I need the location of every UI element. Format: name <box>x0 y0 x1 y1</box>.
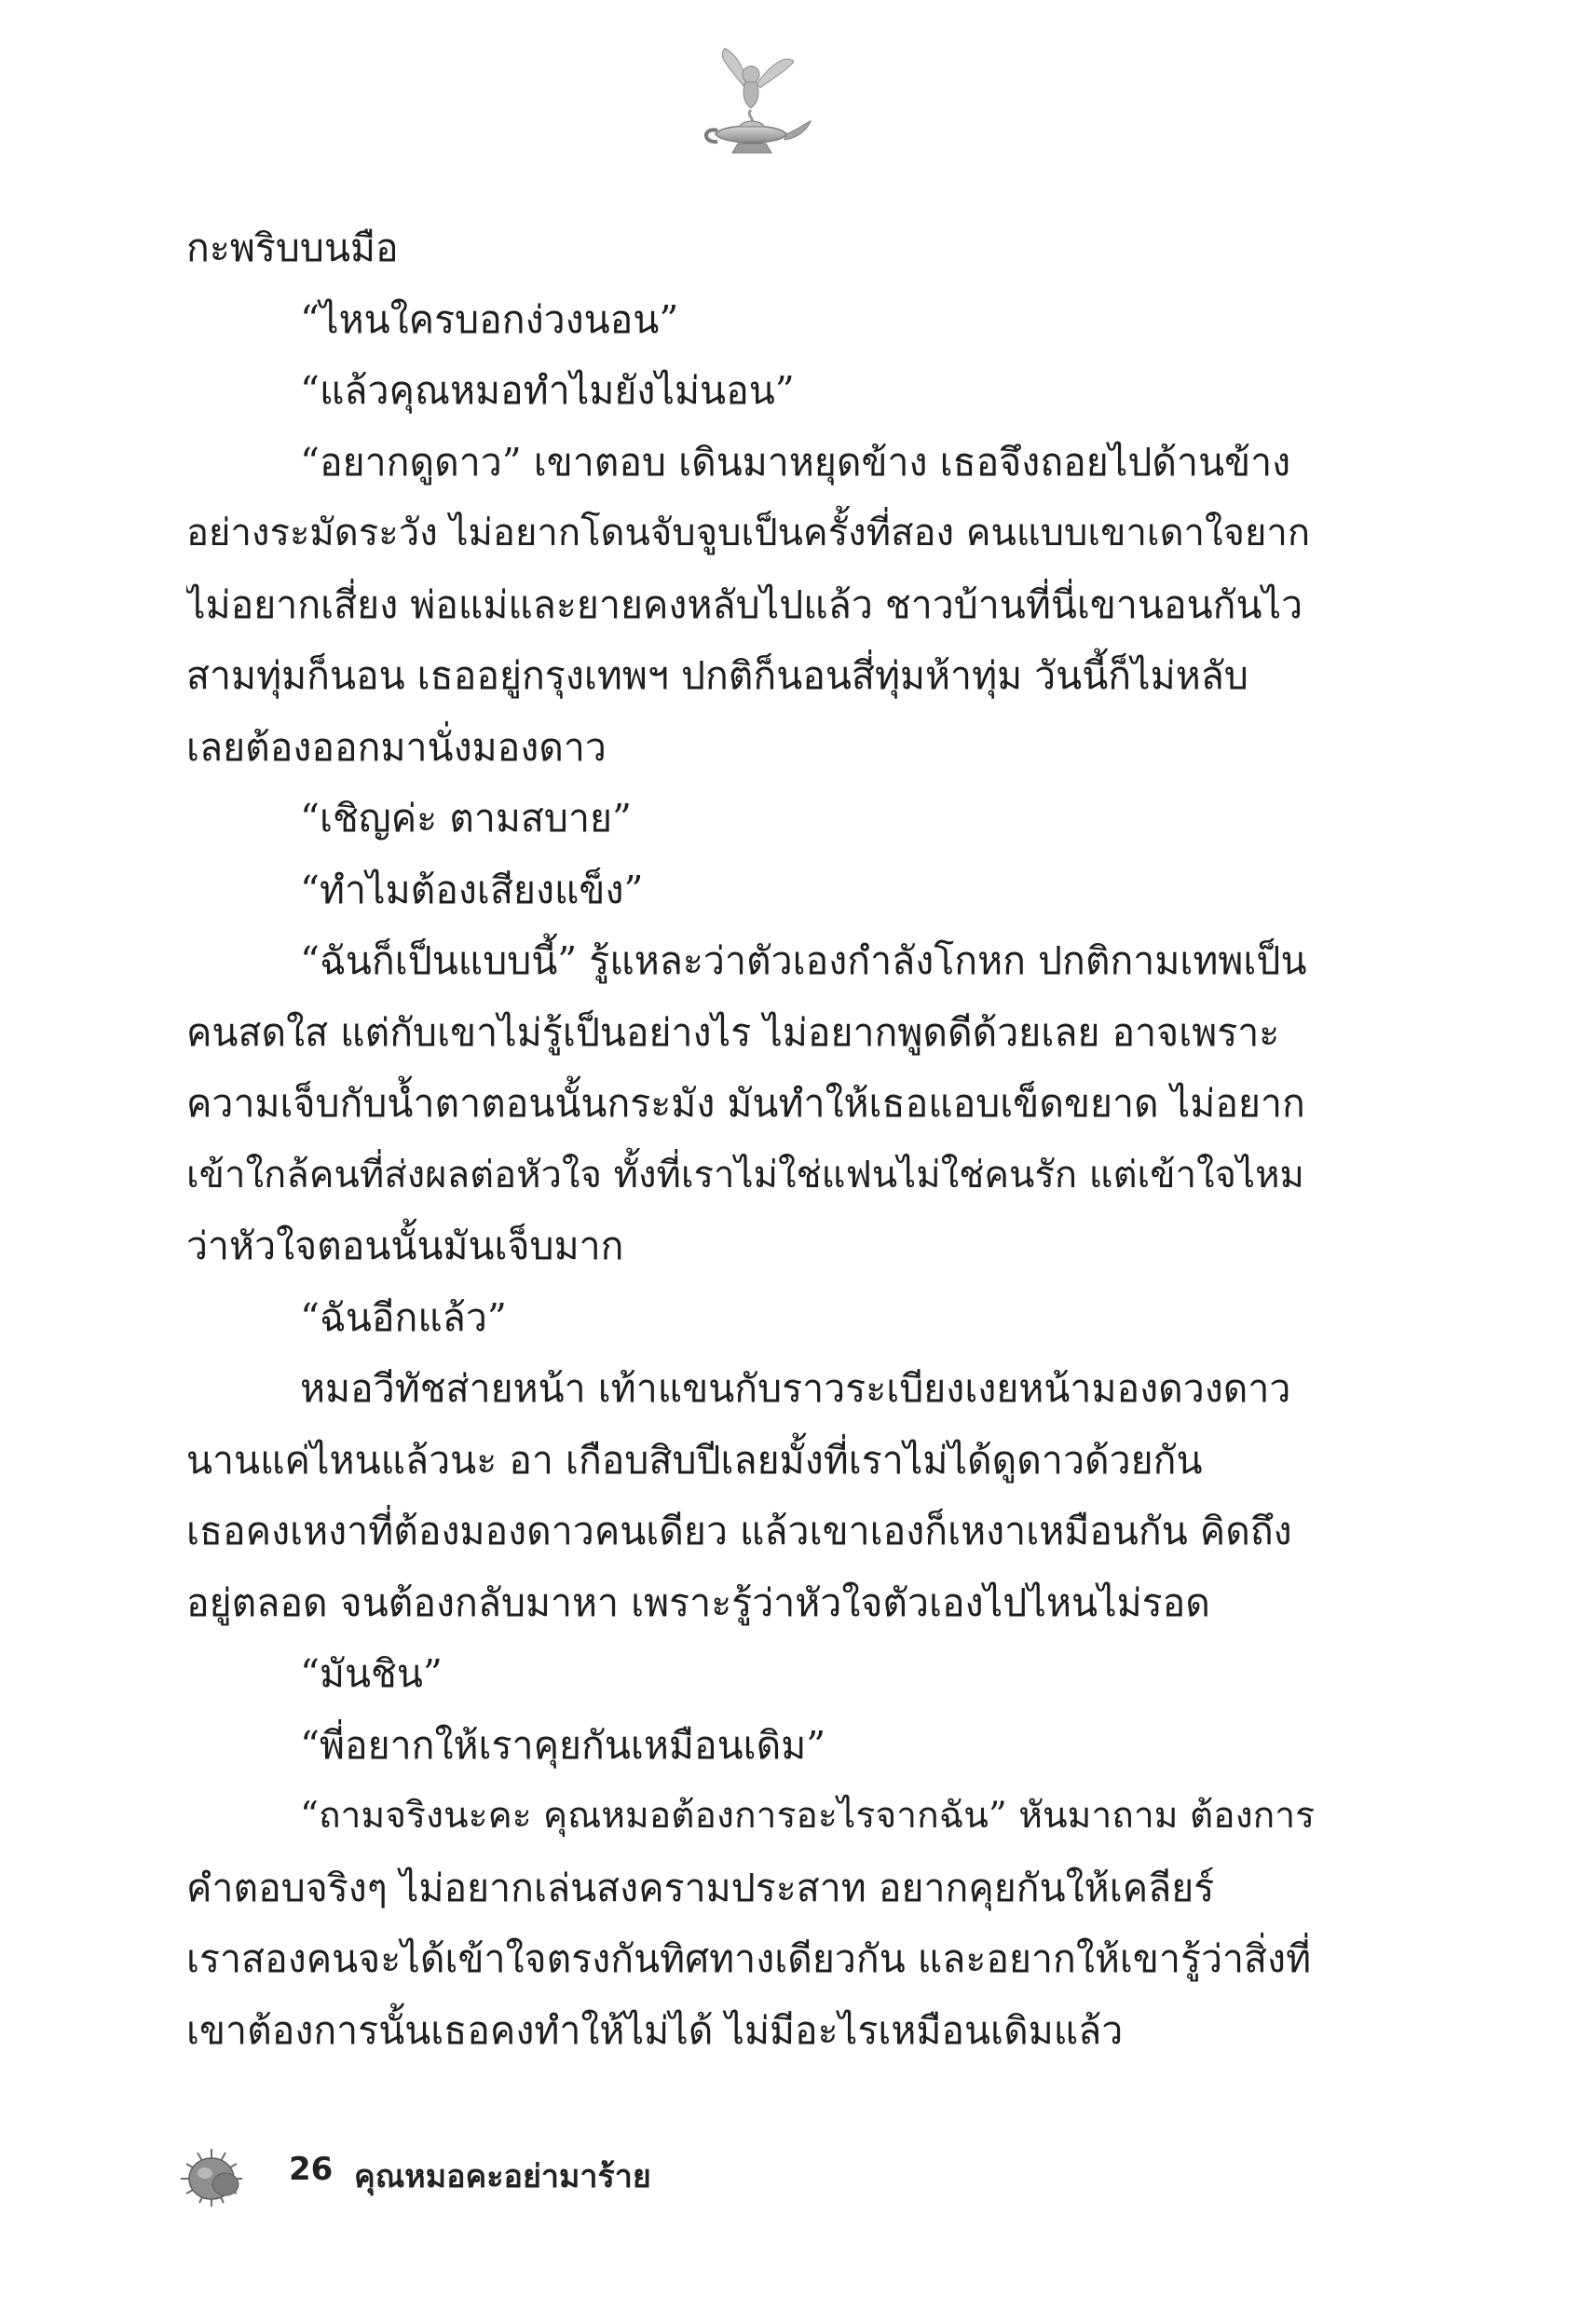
paragraph-line: ไม่อยากเสี่ยง พ่อแม่และยายคงหลับไปแล้ว ชาวบ้านที่นี่เขานอนกันไว <box>186 581 1303 627</box>
paragraph-line: หมอวีทัชส่ายหน้า เท้าแขนกับราวระเบียงเงยหน้ามองดวงดาว <box>300 1366 1291 1411</box>
paragraph-line: เขาต้องการนั้นเธอคงทำให้ไม่ได้ ไม่มีอะไรเหมือนเดิมแล้ว <box>186 2007 1124 2053</box>
rambutan-icon <box>177 2143 246 2208</box>
paragraph-line: คนสดใส แต่กับเขาไม่รู้เป็นอย่างไร ไม่อยากพูดดีด้วยเลย อาจเพราะ <box>186 1009 1280 1055</box>
paragraph-line: เลยต้องออกมานั่งมองดาว <box>186 724 607 770</box>
paragraph-line: “แล้วคุณหมอทำไมยังไม่นอน” <box>300 368 795 413</box>
paragraph-line: “พี่อยากให้เราคุยกันเหมือนเดิม” <box>300 1722 826 1768</box>
paragraph-line: “ทำไมต้องเสียงแข็ง” <box>300 867 644 912</box>
paragraph-line: เราสองคนจะได้เข้าใจตรงกันทิศทางเดียวกัน และอยากให้เขารู้ว่าสิ่งที่ <box>186 1936 1312 1981</box>
body-text <box>186 212 1330 2066</box>
paragraph-line: “ฉันก็เป็นแบบนี้” รู้แหละว่าตัวเองกำลังโกหก ปกติกามเทพเป็น <box>300 938 1307 983</box>
paragraph-line: ว่าหัวใจตอนนั้นมันเจ็บมาก <box>186 1224 624 1268</box>
paragraph-line: “ฉันอีกแล้ว” <box>300 1294 507 1340</box>
page-number: 26 <box>289 2151 334 2188</box>
paragraph-line: อย่างระมัดระวัง ไม่อยากโดนจับจูบเป็นครั้งที่สอง คนแบบเขาเดาใจยาก <box>186 512 1311 554</box>
paragraph-line: อยู่ตลอด จนต้องกลับมาหา เพราะรู้ว่าหัวใจตัวเองไปไหนไม่รอด <box>186 1579 1210 1625</box>
paragraph-line: คำตอบจริงๆ ไม่อยากเล่นสงครามประสาท อยากคุยกันให้เคลียร์ <box>186 1865 1215 1910</box>
paragraph-line: นานแค่ไหนแล้วนะ อา เกือบสิบปีเลยมั้งที่เราไม่ได้ดูดาวด้วยกัน <box>186 1437 1203 1483</box>
paragraph-line: กะพริบบนมือ <box>186 226 399 270</box>
cupid-lamp-icon <box>689 37 820 168</box>
paragraph-line: “อยากดูดาว” เขาตอบ เดินมาหยุดข้าง เธอจึงถอยไปด้านข้าง <box>300 439 1291 485</box>
paragraph-line: สามทุ่มก็นอน เธออยู่กรุงเทพฯ ปกติก็นอนสี่ทุ่มห้าทุ่ม วันนี้ก็ไม่หลับ <box>186 653 1248 698</box>
paragraph-line: เธอคงเหงาที่ต้องมองดาวคนเดียว แล้วเขาเองก็เหงาเหมือนกัน คิดถึง <box>186 1509 1292 1553</box>
paragraph-line: “มันชิน” <box>300 1651 443 1696</box>
paragraph-line: “ถามจริงนะคะ คุณหมอต้องการอะไรจากฉัน” หันมาถาม ต้องการ <box>300 1795 1316 1837</box>
paragraph-line: “เชิญค่ะ ตามสบาย” <box>300 796 632 841</box>
page-footer <box>177 2143 829 2208</box>
paragraph-line: “ไหนใครบอกง่วงนอน” <box>300 296 679 342</box>
paragraph-line: เข้าใกล้คนที่ส่งผลต่อหัวใจ ทั้งที่เราไม่ใช่แฟนไม่ใช่คนรัก แต่เข้าใจไหม <box>186 1153 1304 1197</box>
book-title: คุณหมอคะอย่ามาร้าย <box>354 2158 651 2195</box>
paragraph-line: ความเจ็บกับน้ำตาตอนนั้นกระมัง มันทำให้เธอแอบเข็ดขยาด ไม่อยาก <box>186 1081 1305 1126</box>
